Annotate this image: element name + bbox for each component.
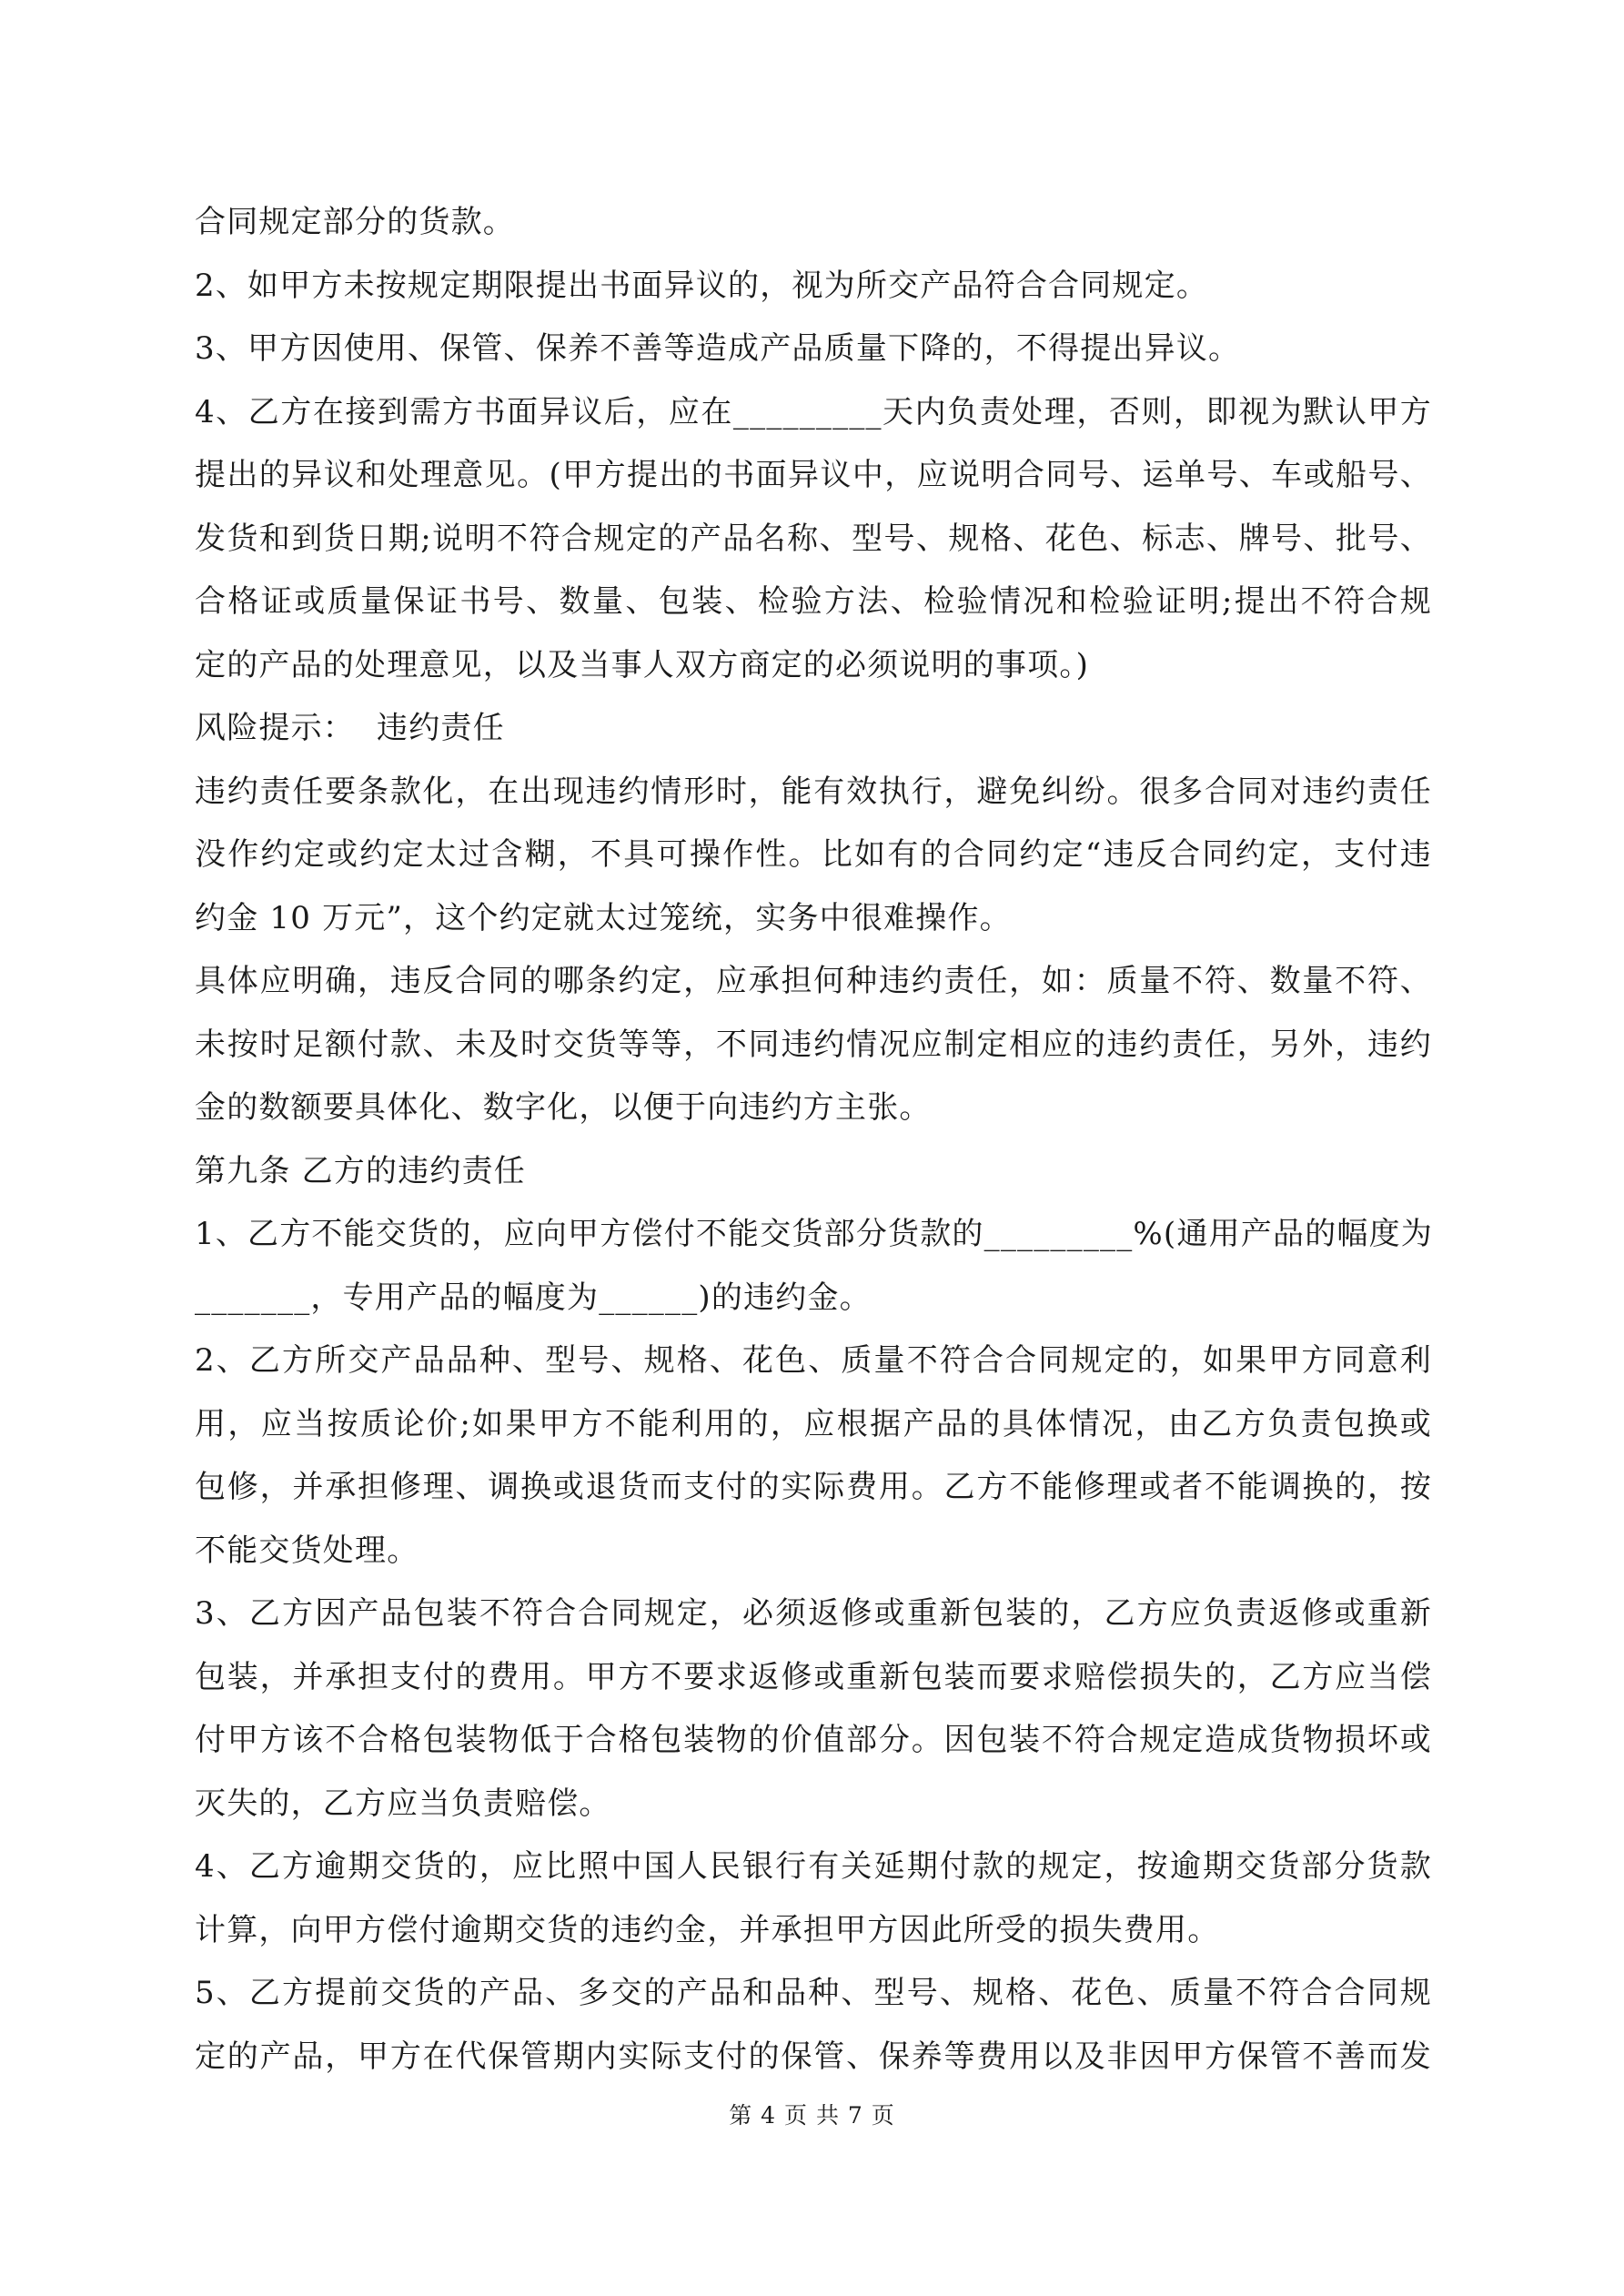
page-number: 第 4 页 共 7 页 xyxy=(729,2102,895,2129)
text-line: 包修，并承担修理、调换或退货而支付的实际费用。乙方不能修理或者不能调换的，按 xyxy=(195,1469,1432,1505)
text-line: 具体应明确，违反合同的哪条约定，应承担何种违约责任，如：质量不符、数量不符、 xyxy=(195,963,1432,999)
text-line: 包装，并承担支付的费用。甲方不要求返修或重新包装而要求赔偿损失的，乙方应当偿 xyxy=(195,1658,1432,1695)
text-line: 没作约定或约定太过含糊，不具可操作性。比如有的合同约定“违反合同约定，支付违 xyxy=(195,836,1432,873)
text-line: _______，专用产品的幅度为______)的违约金。 xyxy=(195,1279,872,1316)
text-line: 2、乙方所交产品品种、型号、规格、花色、质量不符合合同规定的，如果甲方同意利 xyxy=(195,1342,1432,1379)
text-line: 发货和到货日期;说明不符合规定的产品名称、型号、规格、花色、标志、牌号、批号、 xyxy=(195,520,1432,557)
text-line: 合同规定部分的货款。 xyxy=(195,204,515,240)
text-line: 提出的异议和处理意见。(甲方提出的书面异议中，应说明合同号、运单号、车或船号、 xyxy=(195,457,1432,493)
section-heading: 第九条 乙方的违约责任 xyxy=(195,1152,527,1189)
text-line: 定的产品，甲方在代保管期内实际支付的保管、保养等费用以及非因甲方保管不善而发 xyxy=(195,2038,1432,2075)
text-line: 约金 10 万元”，这个约定就太过笼统，实务中很难操作。 xyxy=(195,899,1012,936)
text-line: 付甲方该不合格包装物低于合格包装物的价值部分。因包装不符合规定造成货物损坏或 xyxy=(195,1722,1432,1758)
text-line: 1、乙方不能交货的，应向甲方偿付不能交货部分货款的_________%(通用产品的幅度为 xyxy=(195,1216,1434,1252)
text-line: 4、乙方逾期交货的，应比照中国人民银行有关延期付款的规定，按逾期交货部分货款 xyxy=(195,1848,1432,1885)
text-line: 3、甲方因使用、保管、保养不善等造成产品质量下降的，不得提出异议。 xyxy=(195,330,1241,367)
text-line: 4、乙方在接到需方书面异议后，应在_________天内负责处理，否则，即视为默认甲方 xyxy=(195,393,1432,430)
text-line: 不能交货处理。 xyxy=(195,1532,419,1569)
text-line: 2、如甲方未按规定期限提出书面异议的，视为所交产品符合合同规定。 xyxy=(195,267,1209,304)
text-line: 合格证或质量保证书号、数量、包装、检验方法、检验情况和检验证明;提出不符合规 xyxy=(195,583,1432,620)
text-line: 违约责任要条款化，在出现违约情形时，能有效执行，避免纠纷。很多合同对违约责任 xyxy=(195,773,1432,810)
text-line: 3、乙方因产品包装不符合合同规定，必须返修或重新包装的，乙方应负责返修或重新 xyxy=(195,1595,1432,1632)
text-line: 灭失的，乙方应当负责赔偿。 xyxy=(195,1785,611,1822)
text-line: 计算，向甲方偿付逾期交货的违约金，并承担甲方因此所受的损失费用。 xyxy=(195,1911,1220,1948)
text-line: 金的数额要具体化、数字化，以便于向违约方主张。 xyxy=(195,1089,932,1126)
text-line: 定的产品的处理意见，以及当事人双方商定的必须说明的事项。) xyxy=(195,646,1090,683)
text-line: 5、乙方提前交货的产品、多交的产品和品种、型号、规格、花色、质量不符合合同规 xyxy=(195,1975,1432,2011)
text-line: 用，应当按质论价;如果甲方不能利用的，应根据产品的具体情况，由乙方负责包换或 xyxy=(195,1405,1432,1442)
section-heading: 风险提示： 违约责任 xyxy=(195,710,505,746)
text-line: 未按时足额付款、未及时交货等等，不同违约情况应制定相应的违约责任，另外，违约 xyxy=(195,1026,1432,1063)
